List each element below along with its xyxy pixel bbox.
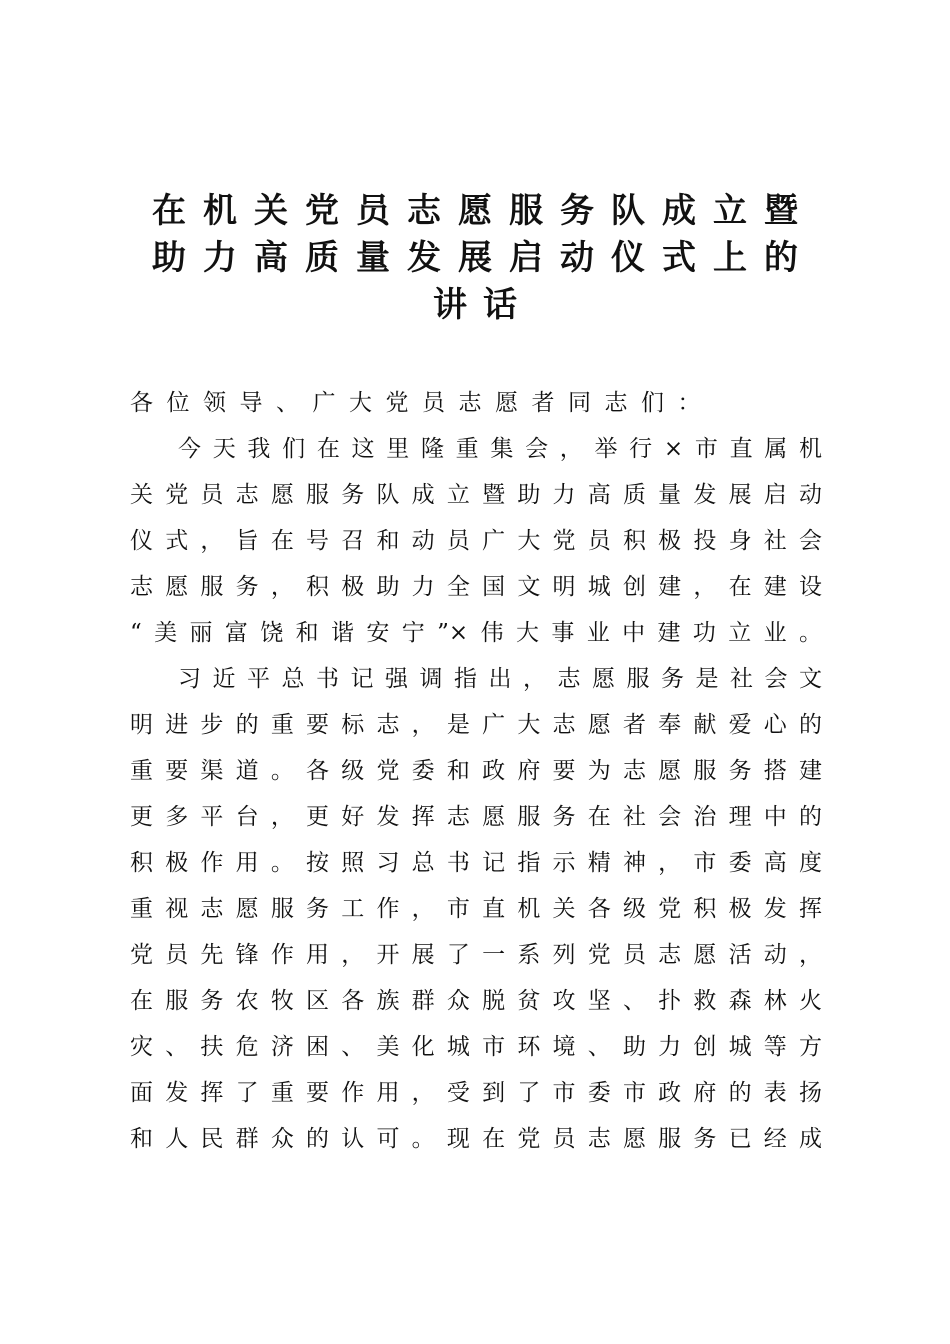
paragraph-line: 今天我们在这里隆重集会，举行×市直属机 <box>178 436 822 462</box>
paragraph-line: 重要渠道。各级党委和政府要为志愿服务搭建 <box>130 758 822 784</box>
paragraph-line: 积极作用。按照习总书记指示精神，市委高度 <box>130 850 822 876</box>
salutation-line: 各位领导、广大党员志愿者同志们： <box>130 390 714 416</box>
paragraph-line: 志愿服务，积极助力全国文明城创建，在建设 <box>130 574 822 600</box>
title-line-3: 讲话 <box>433 285 533 325</box>
paragraph-line: 面发挥了重要作用，受到了市委市政府的表扬 <box>130 1080 822 1106</box>
paragraph-line: 仪式，旨在号召和动员广大党员积极投身社会 <box>130 528 822 554</box>
document-title <box>130 188 820 329</box>
paragraph-line: 在服务农牧区各族群众脱贫攻坚、扑救森林火 <box>130 988 822 1014</box>
paragraph-line: 更多平台，更好发挥志愿服务在社会治理中的 <box>130 804 822 830</box>
paragraph-line: 灾、扶危济困、美化城市环境、助力创城等方 <box>130 1034 822 1060</box>
speech-body <box>130 380 822 1162</box>
title-line-1: 在机关党员志愿服务队成立暨 <box>152 191 815 231</box>
paragraph-line: 党员先锋作用，开展了一系列党员志愿活动， <box>130 942 822 968</box>
paragraph-line: 习近平总书记强调指出，志愿服务是社会文 <box>178 666 822 692</box>
title-line-2: 助力高质量发展启动仪式上的 <box>152 238 815 278</box>
paragraph-line: 关党员志愿服务队成立暨助力高质量发展启动 <box>130 482 822 508</box>
paragraph-line: 和人民群众的认可。现在党员志愿服务已经成 <box>130 1126 822 1152</box>
paragraph-line: 重视志愿服务工作，市直机关各级党积极发挥 <box>130 896 822 922</box>
paragraph-line: “美丽富饶和谐安宁”×伟大事业中建功立业。 <box>130 620 822 646</box>
paragraph-line: 明进步的重要标志，是广大志愿者奉献爱心的 <box>130 712 822 738</box>
